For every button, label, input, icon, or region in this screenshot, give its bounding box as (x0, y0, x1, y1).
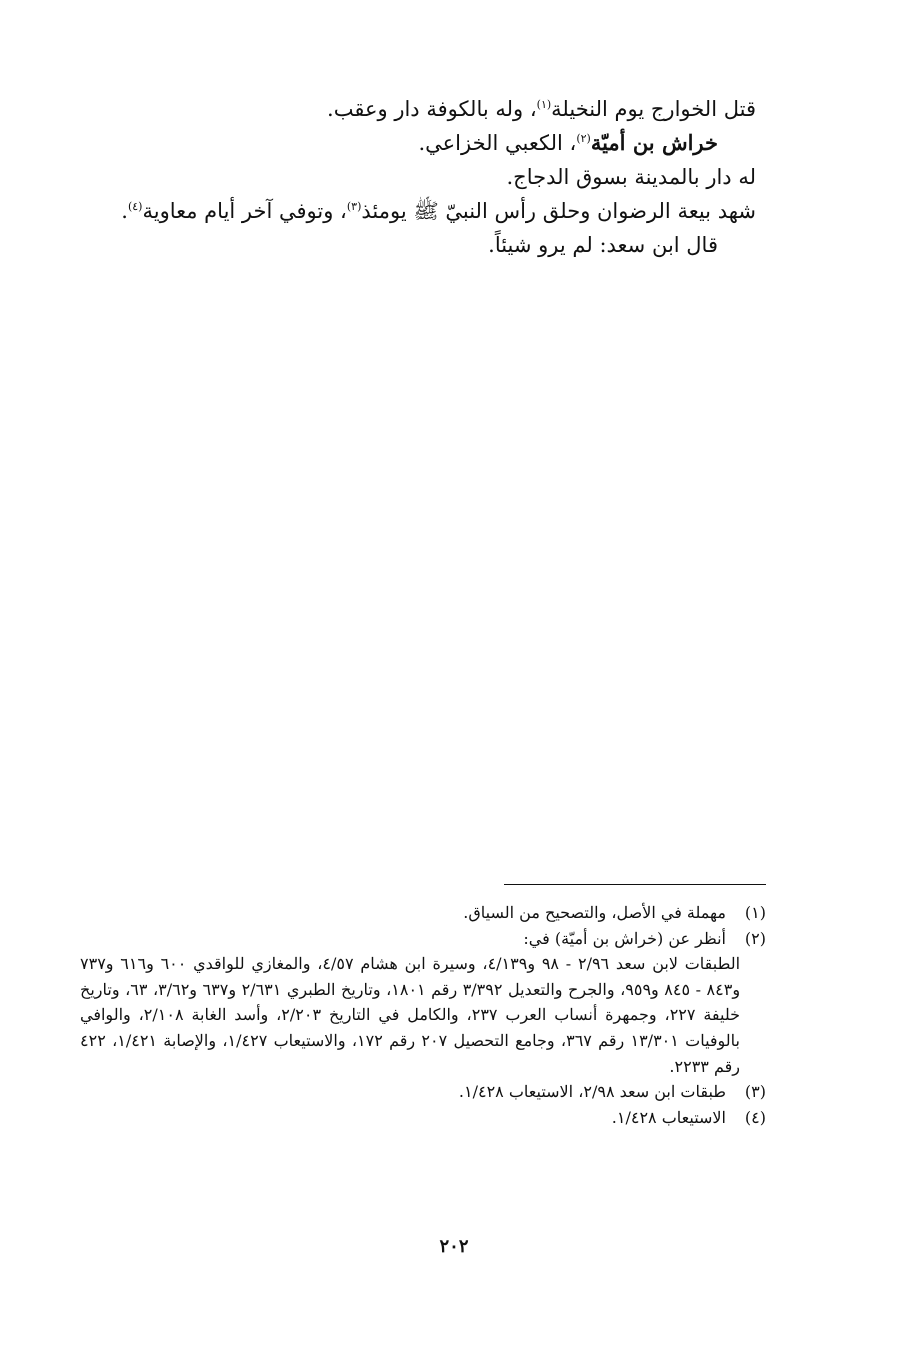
page-number: ٢٠٢ (439, 1236, 469, 1257)
footnote-2-sources: الطبقات لابن سعد ٢/٩٦ - ٩٨ و٤/١٣٩، وسيرة ابن هشام ٤/٥٧، والمغازي للواقدي ٦٠٠ و٦١٦ و٧٣٧ و٨٤٣ - ٨٤٥ و٩٥٩، والجرح والتعديل ٣/٣٩٢ رقم ١٨٠١، وتاريخ الطبري ٢/٦٣١ و٦٣٧ و٣/٦٢، ٦٣، وتاريخ خليفة ٢٢٧، وجمهرة أنساب العرب ٢٣٧، والكامل في التاريخ ٢/٢٠٣، وأسد الغابة ٢/١٠٨، والوافي بالوفيات ١٣/٣٠١ رقم ٣٦٧، وجامع التحصيل ٢٠٧ رقم ١٧٢، والاستيعاب ١/٤٢٧، والإصابة ١/٤٢١، ٤٢٢ رقم ٢٢٣٣. (80, 954, 741, 1076)
footnote-number: (٤) (744, 1107, 766, 1127)
footnote-ref-1: (١) (536, 98, 552, 111)
entry-name: خراش بن أميّة (590, 130, 718, 156)
footnote-number: (٣) (744, 1082, 766, 1102)
footnote-4 (80, 1105, 766, 1131)
footnote-divider (504, 884, 766, 885)
footnote-number: (١) (744, 903, 766, 922)
footnote-1 (80, 900, 766, 926)
text-span: ، وتوفي آخر أيام معاوية (142, 199, 347, 224)
main-text (66, 92, 756, 262)
paragraph-5: قال ابن سعد: لم يرو شيئاً. (488, 233, 718, 258)
footnote-text: طبقات ابن سعد ٢/٩٨، الاستيعاب ١/٤٢٨. (458, 1082, 726, 1102)
paragraph-1 (66, 92, 756, 126)
footnote-ref-2: (٢) (576, 132, 591, 146)
text-span: . (121, 199, 128, 224)
entry-heading (66, 126, 756, 160)
text-span: قتل الخوارج يوم النخيلة (551, 97, 756, 121)
text-span: ، وله بالكوفة دار وعقب. (327, 97, 537, 121)
footnote-2 (80, 926, 766, 952)
footnote-ref-3: (٣) (346, 200, 362, 214)
footnote-ref-4: (٤) (127, 200, 143, 214)
entry-nisba: ، الكعبي الخزاعي. (418, 131, 577, 156)
paragraph-3: له دار بالمدينة بسوق الدجاج. (506, 165, 756, 190)
footnote-number: (٢) (744, 928, 766, 948)
footnote-3 (80, 1079, 766, 1105)
paragraph-4 (66, 194, 756, 228)
footnote-text: مهملة في الأصل، والتصحيح من السياق. (463, 903, 726, 922)
text-span: شهد بيعة الرضوان وحلق رأس النبيّ ﷺ يومئذ (361, 199, 756, 224)
footnotes (80, 900, 766, 1130)
footnote-text: أنظر عن (خراش بن أميّة) في: (523, 928, 726, 948)
footnote-text: الاستيعاب ١/٤٢٨. (611, 1107, 726, 1127)
